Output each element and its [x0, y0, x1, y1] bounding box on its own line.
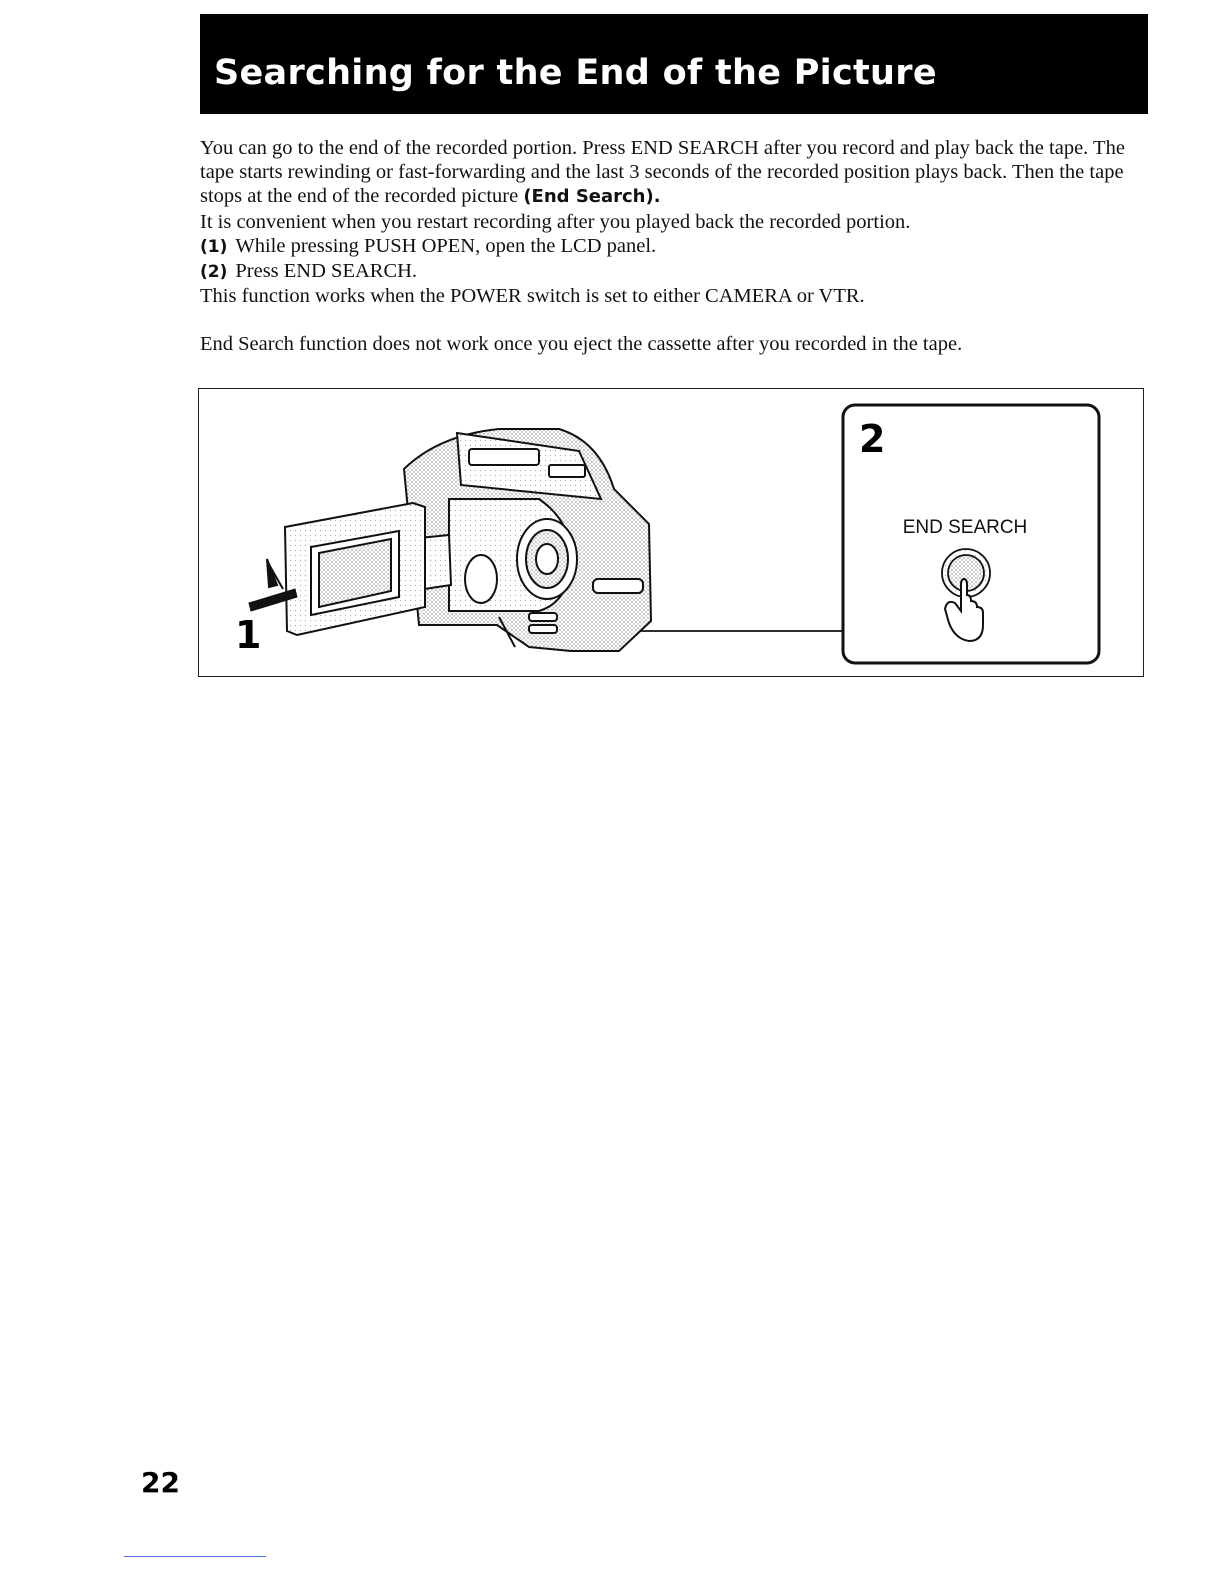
- callout-number-2: 2: [859, 417, 886, 461]
- step-1-number: (1): [200, 236, 228, 257]
- intro-paragraph: [200, 136, 1150, 210]
- lcd-panel-icon: [285, 503, 425, 635]
- step-2: [200, 259, 1150, 284]
- end-search-button-label: END SEARCH: [902, 517, 1028, 538]
- end-search-term: (End Search).: [523, 186, 661, 208]
- section-title-bar: [200, 14, 1148, 114]
- convenience-paragraph: It is convenient when you restart recording after you played back the recorded portion.: [200, 210, 911, 233]
- body-text: [200, 136, 1150, 357]
- page-title: Searching for the End of the Picture: [214, 53, 937, 93]
- step-1: [200, 234, 1150, 259]
- page-number: 22: [141, 1466, 180, 1499]
- note-paragraph: End Search function does not work once you eject the cassette after you recorded in the tape.: [200, 333, 963, 356]
- step-2-text: Press END SEARCH.: [235, 260, 418, 283]
- illustration-frame: [198, 388, 1144, 677]
- callout-number-1: 1: [235, 613, 262, 657]
- footer-divider: [124, 1556, 266, 1557]
- step-2-number: (2): [200, 262, 228, 283]
- intro-text: You can go to the end of the recorded portion. Press END SEARCH after you record and play back the tape. The tape starts rewinding or fast-forwarding and the last 3 seconds of the recorded position plays back. Then the tape stops at the end of the recorded picture: [200, 137, 1125, 208]
- power-switch-paragraph: This function works when the POWER switch is set to either CAMERA or VTR.: [200, 285, 865, 308]
- step-1-text: While pressing PUSH OPEN, open the LCD panel.: [235, 234, 657, 257]
